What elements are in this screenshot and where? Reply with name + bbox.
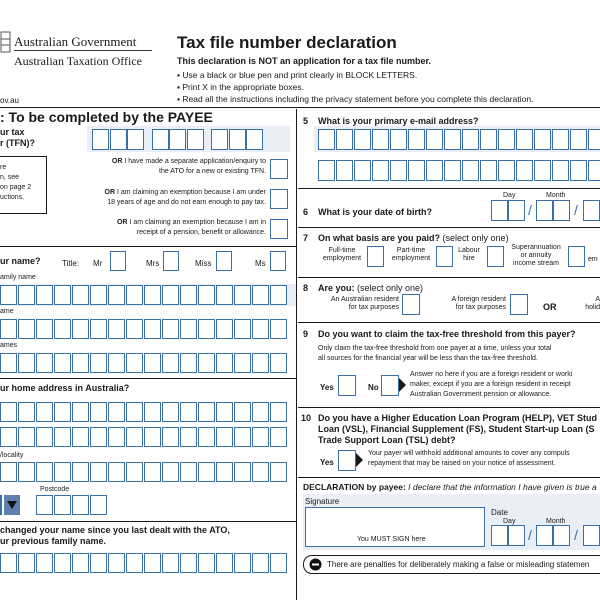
signature-label: Signature — [305, 497, 340, 506]
must-sign-label: You MUST SIGN here — [357, 536, 426, 543]
char-box[interactable] — [54, 427, 71, 447]
char-box[interactable] — [36, 427, 53, 447]
dob-year-digit[interactable] — [583, 200, 600, 221]
char-box[interactable] — [252, 402, 269, 422]
q10-label-line3: Trade Support Loan (TSL) debt? — [318, 435, 456, 445]
instructions-list — [177, 69, 533, 105]
char-box[interactable] — [0, 319, 17, 339]
basis-labourhire-checkbox[interactable] — [487, 246, 504, 267]
tfn-digit-box[interactable] — [246, 129, 263, 150]
postcode-digit-box[interactable] — [90, 495, 107, 515]
tfn-digit-box[interactable] — [92, 129, 109, 150]
char-box[interactable] — [162, 285, 179, 305]
char-box[interactable] — [270, 319, 287, 339]
char-box[interactable] — [72, 319, 89, 339]
new-tfn-checkbox[interactable] — [270, 159, 288, 179]
char-box[interactable] — [372, 129, 389, 150]
char-box[interactable] — [180, 553, 197, 573]
char-box[interactable] — [462, 160, 479, 181]
q2-label: ur name? — [0, 256, 41, 266]
char-box[interactable] — [552, 129, 569, 150]
date-separator: / — [574, 202, 578, 218]
char-box[interactable] — [234, 427, 251, 447]
basis-labourhire-label: Labour hire — [458, 247, 480, 263]
char-box[interactable] — [252, 553, 269, 573]
state-dropdown[interactable] — [4, 495, 20, 515]
char-box[interactable] — [444, 160, 461, 181]
title-ms-label: Ms — [255, 259, 266, 268]
char-box[interactable] — [0, 427, 17, 447]
q4-label-line1: changed your name since you last dealt with the ATO, — [0, 525, 230, 535]
instruction-item: ▪ Print X in the appropriate boxes. — [177, 82, 304, 92]
char-box[interactable] — [270, 553, 287, 573]
page-title: Tax file number declaration — [177, 33, 397, 52]
char-box[interactable] — [198, 402, 215, 422]
char-box[interactable] — [126, 462, 143, 482]
char-box[interactable] — [90, 353, 107, 373]
char-box[interactable] — [108, 353, 125, 373]
char-box[interactable] — [126, 427, 143, 447]
char-box[interactable] — [462, 129, 479, 150]
char-box[interactable] — [270, 462, 287, 482]
char-box[interactable] — [54, 353, 71, 373]
q10-label-line2: Loan (VSL), Financial Supplement (FS), Student Start-up Loan (S — [318, 424, 595, 434]
char-box[interactable] — [390, 129, 407, 150]
char-box[interactable] — [216, 319, 233, 339]
char-box[interactable] — [162, 353, 179, 373]
char-box[interactable] — [234, 319, 251, 339]
no-entry-icon — [309, 558, 322, 571]
basis-super-label: Superannuation or annuity income stream — [511, 244, 561, 268]
char-box[interactable] — [552, 160, 569, 181]
tfn-note-line: on page 2 — [0, 184, 32, 191]
penalty-warning: There are penalties for deliberately making a false or misleading statemen — [327, 560, 590, 569]
char-box[interactable] — [252, 353, 269, 373]
char-box[interactable] — [444, 129, 461, 150]
char-box[interactable] — [198, 353, 215, 373]
tfn-digit-box[interactable] — [169, 129, 186, 150]
postcode-digit-box[interactable] — [72, 495, 89, 515]
dob-month-digit[interactable] — [536, 200, 553, 221]
q9-note: Answer no here if you are a foreign resident or worki — [410, 371, 573, 378]
title-miss-label: Miss — [195, 259, 212, 268]
char-box[interactable] — [108, 427, 125, 447]
char-box[interactable] — [72, 285, 89, 305]
char-box[interactable] — [72, 553, 89, 573]
pension-checkbox[interactable] — [270, 219, 288, 239]
state-field[interactable] — [0, 495, 2, 515]
char-box[interactable] — [234, 353, 251, 373]
tfn-digit-box[interactable] — [127, 129, 144, 150]
q4-label-line2: ur previous family name. — [0, 536, 107, 546]
char-box[interactable] — [18, 553, 35, 573]
foreign-resident-checkbox[interactable] — [510, 294, 528, 315]
char-box[interactable] — [72, 462, 89, 482]
char-box[interactable] — [0, 285, 17, 305]
char-box[interactable] — [108, 462, 125, 482]
char-box[interactable] — [18, 285, 35, 305]
chevron-down-icon — [4, 495, 20, 515]
sign-month-digit[interactable] — [553, 525, 570, 546]
char-box[interactable] — [54, 462, 71, 482]
date-separator: / — [574, 527, 578, 543]
or-label: OR — [543, 302, 557, 312]
coat-of-arms-logo — [0, 30, 12, 56]
basis-super-checkbox[interactable] — [568, 246, 585, 267]
char-box[interactable] — [408, 160, 425, 181]
char-box[interactable] — [0, 353, 17, 373]
dob-day-digit[interactable] — [508, 200, 525, 221]
or-new-tfn: OR I have made a separate application/enquiry to — [111, 158, 266, 165]
divider — [298, 227, 600, 228]
resident-checkbox[interactable] — [402, 294, 420, 315]
under-18-checkbox[interactable] — [270, 189, 288, 209]
char-box[interactable] — [534, 160, 551, 181]
char-box[interactable] — [144, 462, 161, 482]
char-box[interactable] — [162, 319, 179, 339]
q6-number: 6 — [303, 207, 309, 217]
char-box[interactable] — [516, 160, 533, 181]
q8-label: Are you: (select only one) — [318, 283, 424, 293]
basis-parttime-checkbox[interactable] — [436, 246, 453, 267]
divider — [298, 407, 600, 408]
char-box[interactable] — [216, 427, 233, 447]
q8-number: 8 — [303, 283, 309, 293]
char-box[interactable] — [270, 427, 287, 447]
divider — [298, 188, 600, 189]
threshold-yes-checkbox[interactable] — [338, 375, 356, 396]
char-box[interactable] — [516, 129, 533, 150]
char-box[interactable] — [54, 402, 71, 422]
char-box[interactable] — [588, 129, 600, 150]
divider — [0, 521, 296, 522]
char-box[interactable] — [198, 319, 215, 339]
char-box[interactable] — [144, 319, 161, 339]
char-box[interactable] — [126, 319, 143, 339]
char-box[interactable] — [354, 160, 371, 181]
dob-month-label: Month — [546, 192, 566, 199]
char-box[interactable] — [126, 402, 143, 422]
char-box[interactable] — [90, 462, 107, 482]
char-box[interactable] — [198, 285, 215, 305]
basis-fulltime-label: Full-time employment — [322, 247, 362, 263]
dob-day-label: Day — [503, 192, 516, 199]
char-box[interactable] — [180, 402, 197, 422]
q9-note: Australian Government pension or allowance. — [410, 391, 552, 398]
char-box[interactable] — [216, 402, 233, 422]
other-names-label: ames — [0, 342, 18, 349]
char-box[interactable] — [198, 427, 215, 447]
date-separator: / — [528, 202, 532, 218]
char-box[interactable] — [54, 553, 71, 573]
char-box[interactable] — [0, 402, 17, 422]
char-box[interactable] — [426, 160, 443, 181]
basis-other-label: em — [588, 256, 598, 263]
sign-day-label: Day — [503, 518, 516, 525]
char-box[interactable] — [162, 402, 179, 422]
char-box[interactable] — [270, 285, 287, 305]
char-box[interactable] — [0, 462, 17, 482]
section-a-heading: : To be completed by the PAYEE — [0, 109, 213, 125]
char-box[interactable] — [198, 553, 215, 573]
tfn-note-line: uctions. — [0, 194, 25, 201]
divider — [298, 477, 600, 478]
char-box[interactable] — [588, 160, 600, 181]
ato-url: ov.au — [0, 96, 19, 105]
postcode-digit-box[interactable] — [36, 495, 53, 515]
sign-day-digit[interactable] — [508, 525, 525, 546]
dob-day-digit[interactable] — [491, 200, 508, 221]
foreign-resident-label: A foreign resident for tax purposes — [451, 296, 506, 312]
char-box[interactable] — [180, 285, 197, 305]
divider — [0, 246, 296, 247]
char-box[interactable] — [252, 462, 269, 482]
char-box[interactable] — [336, 160, 353, 181]
char-box[interactable] — [180, 427, 197, 447]
char-box[interactable] — [144, 353, 161, 373]
char-box[interactable] — [90, 427, 107, 447]
char-box[interactable] — [234, 553, 251, 573]
char-box[interactable] — [318, 129, 335, 150]
q10-note: repayment that may be raised on your notice of assessment. — [368, 460, 556, 467]
logo-divider — [14, 50, 152, 51]
char-box[interactable] — [390, 160, 407, 181]
q9-info: Only claim the tax-free threshold from one payer at a time, unless your total — [318, 345, 552, 352]
q9-note: maker, except if you are a foreign resident in receipt — [410, 381, 571, 388]
char-box[interactable] — [72, 427, 89, 447]
postcode-digit-box[interactable] — [54, 495, 71, 515]
char-box[interactable] — [144, 427, 161, 447]
q1-label-line1: ur tax — [0, 127, 25, 137]
char-box[interactable] — [480, 129, 497, 150]
tfn-digit-box[interactable] — [229, 129, 246, 150]
char-box[interactable] — [216, 553, 233, 573]
char-box[interactable] — [480, 160, 497, 181]
char-box[interactable] — [198, 462, 215, 482]
column-divider — [296, 109, 297, 600]
char-box[interactable] — [216, 353, 233, 373]
header-rule — [0, 107, 600, 108]
char-box[interactable] — [234, 402, 251, 422]
char-box[interactable] — [126, 353, 143, 373]
char-box[interactable] — [372, 160, 389, 181]
tfn-digit-box[interactable] — [110, 129, 127, 150]
date-label: Date — [491, 508, 508, 517]
char-box[interactable] — [90, 553, 107, 573]
char-box[interactable] — [498, 129, 515, 150]
char-box[interactable] — [162, 427, 179, 447]
or-under-18: OR I am claiming an exemption because I am under — [104, 189, 266, 196]
arrow-right-icon — [356, 453, 363, 467]
char-box[interactable] — [162, 462, 179, 482]
title-mr-checkbox[interactable] — [110, 251, 126, 271]
char-box[interactable] — [126, 553, 143, 573]
sign-month-label: Month — [546, 518, 566, 525]
q5-number: 5 — [303, 116, 309, 126]
q5-label: What is your primary e-mail address? — [318, 116, 479, 126]
char-box[interactable] — [18, 427, 35, 447]
resident-label: An Australian resident for tax purposes — [330, 296, 399, 312]
gov-name: Australian Government — [14, 34, 137, 49]
loan-yes-label: Yes — [320, 458, 334, 467]
q10-note: Your payer will withhold additional amounts to cover any compuls — [368, 450, 570, 457]
basis-fulltime-checkbox[interactable] — [367, 246, 384, 267]
form-notice: This declaration is NOT an application for a tax file number. — [177, 56, 432, 66]
threshold-yes-label: Yes — [320, 383, 334, 392]
char-box[interactable] — [408, 129, 425, 150]
arrow-right-icon — [399, 378, 406, 392]
family-name-label: amily name — [0, 274, 36, 281]
char-box[interactable] — [252, 427, 269, 447]
sign-day-digit[interactable] — [491, 525, 508, 546]
or-pension: OR I am claiming an exemption because I am in — [116, 219, 266, 226]
divider — [298, 277, 600, 278]
char-box[interactable] — [54, 285, 71, 305]
declaration-text: DECLARATION by payee: I declare that the information I have given is true a — [303, 482, 597, 492]
char-box[interactable] — [336, 129, 353, 150]
q1-label-line2: r (TFN)? — [0, 138, 35, 148]
tfn-digit-box[interactable] — [211, 129, 228, 150]
q10-number: 10 — [301, 413, 312, 423]
char-box[interactable] — [162, 553, 179, 573]
date-separator: / — [528, 527, 532, 543]
char-box[interactable] — [18, 319, 35, 339]
locality-label: /locality — [0, 452, 24, 459]
char-box[interactable] — [108, 402, 125, 422]
char-box[interactable] — [252, 319, 269, 339]
char-box[interactable] — [534, 129, 551, 150]
q7-label: On what basis are you paid? (select only one) — [318, 233, 509, 243]
q3-label: ur home address in Australia? — [0, 383, 130, 393]
divider — [298, 322, 600, 323]
threshold-no-checkbox[interactable] — [381, 375, 399, 396]
or-under-18-line2: 18 years of age and do not earn enough to pay tax. — [107, 199, 266, 206]
char-box[interactable] — [498, 160, 515, 181]
q6-label: What is your date of birth? — [318, 207, 432, 217]
title-mrs-label: Mrs — [146, 259, 160, 268]
tfn-digit-box[interactable] — [152, 129, 169, 150]
tfn-digit-box[interactable] — [187, 129, 204, 150]
tfn-note-line: n, see — [0, 174, 20, 181]
char-box[interactable] — [90, 319, 107, 339]
sign-year-digit[interactable] — [583, 525, 600, 546]
title-mrs-checkbox[interactable] — [163, 251, 179, 271]
char-box[interactable] — [144, 402, 161, 422]
char-box[interactable] — [0, 553, 17, 573]
dob-month-digit[interactable] — [553, 200, 570, 221]
char-box[interactable] — [318, 160, 335, 181]
holiday-maker-label: A holid — [585, 296, 600, 312]
char-box[interactable] — [144, 553, 161, 573]
char-box[interactable] — [108, 553, 125, 573]
char-box[interactable] — [570, 129, 587, 150]
or-new-tfn-line2: the ATO for a new or existing TFN. — [159, 168, 266, 175]
instruction-item: ▪ Read all the instructions including the privacy statement before you complete this declaration. — [177, 94, 534, 104]
char-box[interactable] — [72, 402, 89, 422]
char-box[interactable] — [252, 285, 269, 305]
char-box[interactable] — [54, 319, 71, 339]
char-box[interactable] — [270, 353, 287, 373]
q9-info: all sources for the financial year will be less than the tax-free threshold. — [318, 355, 538, 362]
ato-name: Australian Taxation Office — [14, 54, 143, 68]
char-box[interactable] — [180, 462, 197, 482]
first-name-label: ame — [0, 308, 14, 315]
char-box[interactable] — [180, 319, 197, 339]
char-box[interactable] — [180, 353, 197, 373]
char-box[interactable] — [36, 353, 53, 373]
sign-month-digit[interactable] — [536, 525, 553, 546]
title-mr-label: Mr — [93, 259, 103, 268]
char-box[interactable] — [426, 129, 443, 150]
title-label: Title: — [62, 259, 80, 268]
loan-yes-checkbox[interactable] — [338, 450, 356, 471]
title-miss-checkbox[interactable] — [216, 251, 232, 271]
char-box[interactable] — [36, 553, 53, 573]
q9-label: Do you want to claim the tax-free threshold from this payer? — [318, 329, 576, 339]
or-pension-line2: receipt of a pension, benefit or allowance. — [136, 229, 266, 236]
basis-parttime-label: Part-time employment — [391, 247, 431, 263]
postcode-label: Postcode — [40, 486, 70, 493]
char-box[interactable] — [234, 462, 251, 482]
char-box[interactable] — [144, 285, 161, 305]
title-ms-checkbox[interactable] — [270, 251, 286, 271]
char-box[interactable] — [18, 402, 35, 422]
q7-number: 7 — [303, 233, 309, 243]
q10-label-line1: Do you have a Higher Education Loan Program (HELP), VET Stud — [318, 413, 598, 423]
instruction-item: ▪ Use a black or blue pen and print clearly in BLOCK LETTERS. — [177, 70, 418, 80]
char-box[interactable] — [90, 285, 107, 305]
char-box[interactable] — [72, 353, 89, 373]
char-box[interactable] — [36, 285, 53, 305]
char-box[interactable] — [36, 462, 53, 482]
char-box[interactable] — [216, 462, 233, 482]
threshold-no-label: No — [368, 383, 379, 392]
char-box[interactable] — [90, 402, 107, 422]
char-box[interactable] — [570, 160, 587, 181]
char-box[interactable] — [216, 285, 233, 305]
char-box[interactable] — [18, 462, 35, 482]
char-box[interactable] — [126, 285, 143, 305]
char-box[interactable] — [108, 285, 125, 305]
char-box[interactable] — [234, 285, 251, 305]
char-box[interactable] — [18, 353, 35, 373]
char-box[interactable] — [36, 402, 53, 422]
char-box[interactable] — [36, 319, 53, 339]
char-box[interactable] — [270, 402, 287, 422]
q9-number: 9 — [303, 329, 309, 339]
char-box[interactable] — [108, 319, 125, 339]
tfn-note-line: re — [0, 164, 7, 171]
char-box[interactable] — [354, 129, 371, 150]
divider — [0, 378, 296, 379]
